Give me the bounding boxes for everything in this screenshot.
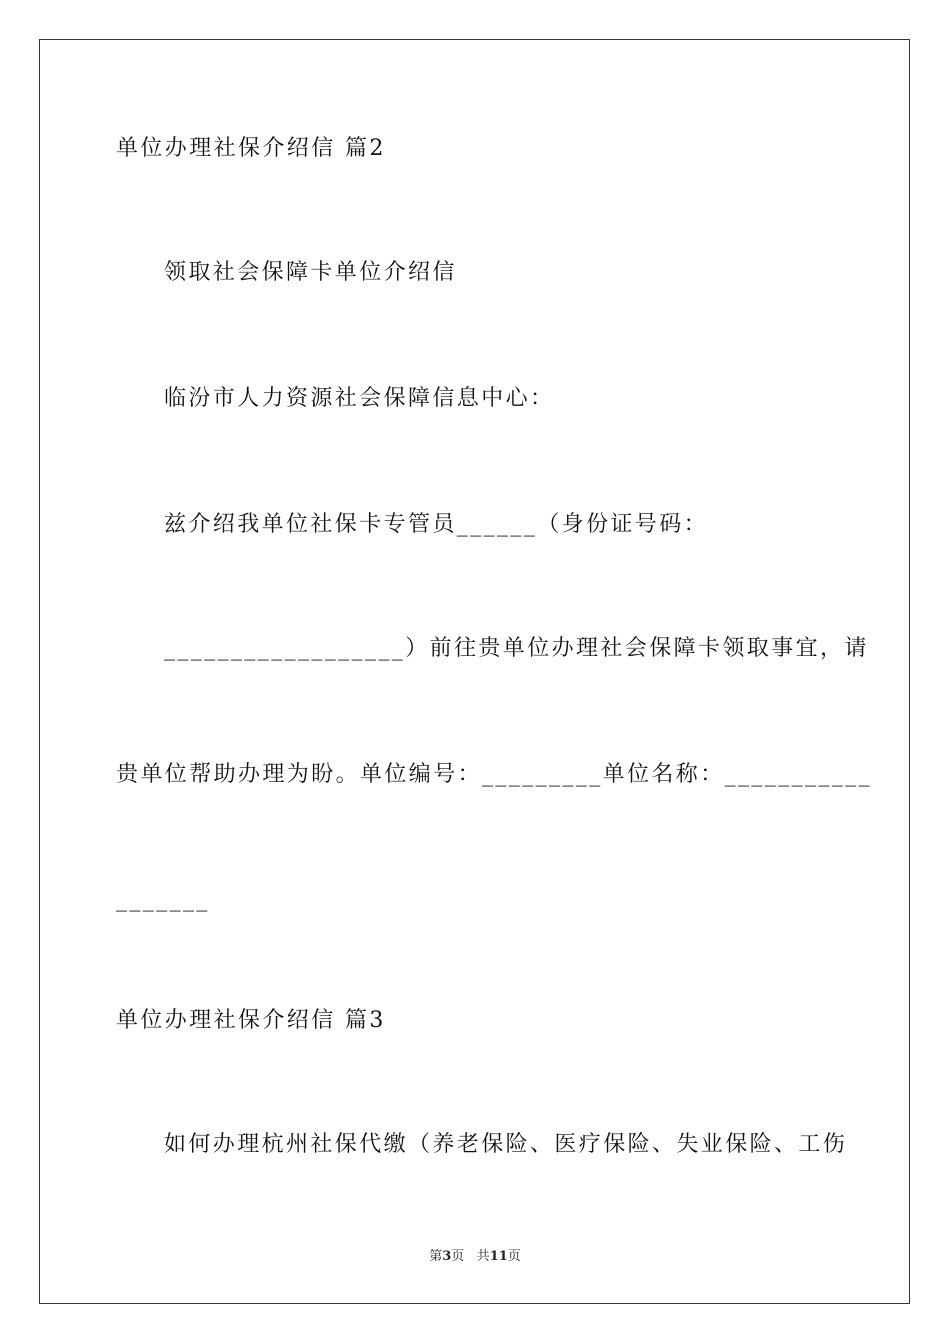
- footer-page-current: 3: [442, 1249, 452, 1264]
- section-heading-3: 单位办理社保介绍信 篇3: [116, 1008, 386, 1033]
- letter-body-line-4: _______: [116, 887, 210, 912]
- letter-title: 领取社会保障卡单位介绍信: [164, 260, 457, 285]
- footer-total-prefix: 共: [476, 1249, 490, 1264]
- footer-total-suffix: 页: [507, 1249, 521, 1264]
- footer-page-prefix: 第: [429, 1249, 443, 1264]
- footer-page-suffix: 页: [451, 1249, 465, 1264]
- section-heading-2: 单位办理社保介绍信 篇2: [116, 136, 386, 161]
- letter-body-line-3: 贵单位帮助办理为盼。单位编号：_________单位名称：___________: [116, 762, 873, 787]
- letter-recipient: 临汾市人力资源社会保障信息中心：: [164, 386, 555, 411]
- section-3-body-line-1: 如何办理杭州社保代缴（养老保险、医疗保险、失业保险、工伤: [164, 1132, 848, 1157]
- footer-total-pages: 11: [489, 1249, 508, 1264]
- page-border: [39, 39, 910, 1304]
- page-footer: [0, 1248, 950, 1266]
- letter-body-line-1: 兹介绍我单位社保卡专管员______（身份证号码：: [164, 512, 709, 537]
- letter-body-line-2: __________________）前往贵单位办理社会保障卡领取事宜，请: [164, 636, 869, 661]
